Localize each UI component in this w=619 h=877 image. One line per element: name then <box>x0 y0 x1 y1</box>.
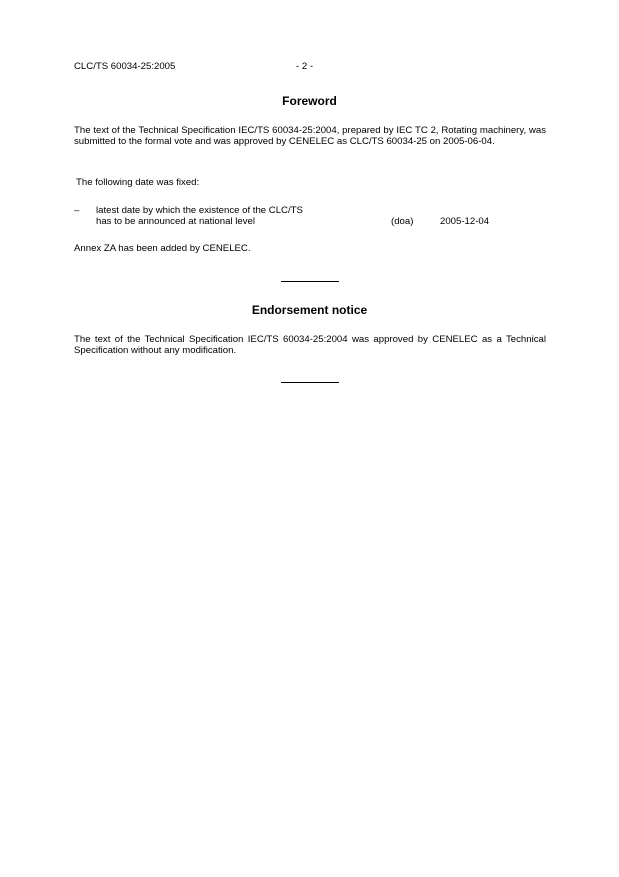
section-divider <box>281 281 339 282</box>
date-item-date: 2005-12-04 <box>440 216 490 227</box>
foreword-heading: Foreword <box>282 94 337 108</box>
annex-note: Annex ZA has been added by CENELEC. <box>74 243 251 254</box>
date-item-line-2: has to be announced at national level <box>96 216 255 227</box>
date-item-line-1: latest date by which the existence of the CLC/TS <box>96 205 303 216</box>
page-number: - 2 - <box>296 61 314 72</box>
document-id: CLC/TS 60034-25:2005 <box>74 61 176 72</box>
date-item-abbreviation: (doa) <box>391 216 414 227</box>
section-divider <box>281 382 339 383</box>
date-intro-text: The following date was fixed: <box>76 177 200 188</box>
endorsement-heading: Endorsement notice <box>251 303 368 317</box>
endorsement-paragraph: The text of the Technical Specification IEC/TS 60034-25:2004 was approved by CENELEC as a Technical Specification without any modification. <box>74 334 546 357</box>
foreword-paragraph: The text of the Technical Specification IEC/TS 60034-25:2004, prepared by IEC TC 2, Rotating machinery, was submitted to the formal vote and was approved by CENELEC as CLC/TS 60034-25 on 2005-06-04. <box>74 125 546 148</box>
list-bullet: – <box>74 205 80 216</box>
